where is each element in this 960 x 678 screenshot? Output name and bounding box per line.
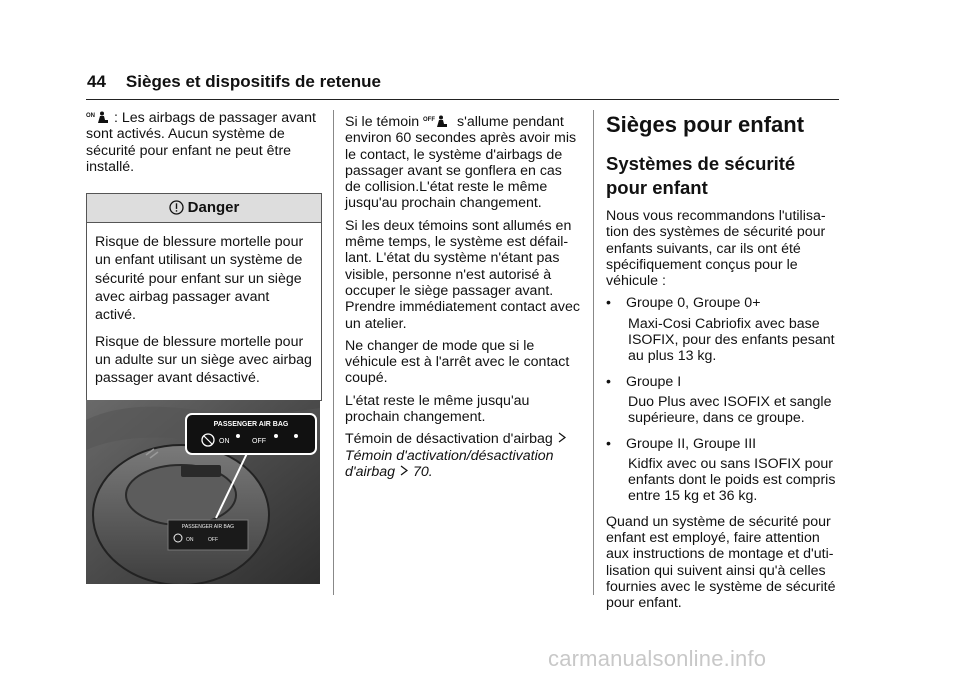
list-item-detail: Maxi-Cosi Cabriofix avec base ISOFIX, pour des enfants pesant au plus 13 kg.	[628, 315, 835, 365]
danger-para-2: Risque de blessure mortelle pour un adulte sur un siège avec airbag passager avant désactivé.	[95, 333, 312, 387]
header-rule	[86, 99, 839, 100]
dashboard-illustration	[86, 400, 320, 584]
reference-text: Témoin de désactivation d'airbag	[345, 431, 553, 448]
bullet-icon: •	[606, 373, 611, 390]
change-mode-paragraph: Ne changer de mode que si le véhicule est à l'arrêt avec le contact coupé.	[345, 337, 570, 387]
page-number: 44	[87, 72, 106, 91]
column-right	[606, 110, 841, 618]
column-divider	[593, 110, 594, 595]
column-left	[86, 110, 322, 401]
page-title: Sièges et dispositifs de retenue	[125, 72, 381, 91]
svg-text:OFF: OFF	[423, 117, 436, 123]
watermark: carmanualsonline.info	[548, 646, 767, 671]
bullet-icon: •	[606, 295, 611, 312]
page-header	[87, 72, 381, 92]
closing-paragraph: Quand un système de sécurité pour enfant est employé, faire attention aux instructions de montage et d'uti-lisation qui suivent ainsi qu'à celles fournies avec le système de sécurité pour enfant.	[606, 513, 836, 612]
small-on-label: ON	[186, 537, 194, 543]
list-item-label: Groupe 0, Groupe 0+	[626, 295, 761, 312]
list-item	[606, 374, 841, 390]
list-item-detail: Kidfix avec ou sans ISOFIX pour enfants dont le poids est compris entre 15 kg et 36 kg.	[628, 455, 836, 505]
both-lamps-paragraph: Si les deux témoins sont allumés en même temps, le système est défail-lant. L'état du système n'étant pas visible, personne n'est autorisé à occuper le siège passager avant. Prendre immédiatement contact avec un atelier.	[345, 217, 580, 332]
list-item	[606, 436, 841, 452]
reference-page: 70.	[412, 463, 433, 480]
state-paragraph: L'état reste le même jusqu'au prochain changement.	[345, 392, 530, 426]
column-divider	[333, 110, 334, 595]
dashboard-photo	[86, 400, 320, 584]
list-item-detail: Duo Plus avec ISOFIX et sangle supérieure, dans ce groupe.	[628, 393, 832, 427]
airbag-off-text-start: Si le témoin	[345, 114, 420, 130]
callout-on-label: ON	[219, 438, 230, 445]
column-middle	[345, 114, 580, 486]
airbag-on-description	[86, 110, 322, 175]
section-heading: Sièges pour enfant	[606, 112, 805, 137]
small-panel-title: PASSENGER AIR BAG	[181, 524, 235, 530]
danger-header	[87, 194, 321, 223]
svg-text:ON: ON	[86, 113, 95, 119]
airbag-off-icon	[423, 115, 451, 128]
list-item-label: Groupe II, Groupe III	[626, 435, 757, 452]
bullet-icon: •	[606, 435, 611, 452]
intro-paragraph: Nous vous recommandons l'utilisa-tion des systèmes de sécurité pour enfants suivants, car ils ont été spécifiquement conçus pour le véhicule :	[606, 208, 826, 290]
page-reference-icon	[557, 432, 567, 443]
airbag-on-text: : Les airbags de passager avant sont activés. Aucun système de sécurité pour enfant ne peut être installé.	[86, 110, 316, 175]
danger-box	[86, 193, 322, 400]
list-item	[606, 295, 841, 311]
page-reference-icon	[399, 465, 409, 476]
airbag-off-text-rest: s'allume pendant	[457, 114, 564, 130]
callout-title: PASSENGER AIR BAG	[213, 421, 289, 428]
callout-off-label: OFF	[252, 438, 266, 445]
airbag-off-description	[345, 114, 580, 212]
airbag-off-text-cont: environ 60 secondes après avoir mis le contact, le système d'airbags de passager avant se gonflera en cas de collision.L'état reste le même jusqu'au prochain changement.	[345, 130, 577, 212]
danger-body	[87, 223, 321, 399]
danger-para-1: Risque de blessure mortelle pour un enfant utilisant un système de sécurité pour enfant sur un siège avec airbag passager avant activé.	[95, 234, 304, 324]
airbag-on-icon	[86, 111, 112, 124]
list-item-label: Groupe I	[626, 373, 682, 390]
small-off-label: OFF	[208, 537, 218, 543]
subsection-heading: Systèmes de sécurité pour enfant	[606, 153, 796, 198]
reference-paragraph	[345, 431, 580, 480]
warning-icon	[169, 200, 184, 215]
danger-title: Danger	[187, 199, 240, 217]
reference-link[interactable]: Témoin d'activation/désactivation d'airbag	[345, 447, 554, 480]
